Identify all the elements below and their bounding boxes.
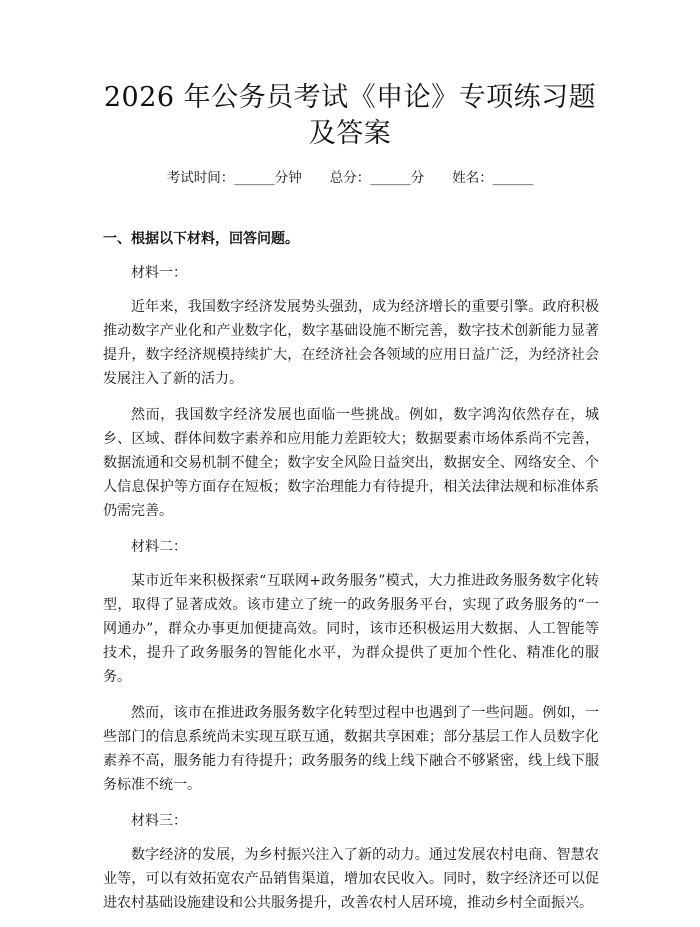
total-score-field: 总分：______分	[329, 170, 425, 186]
exam-meta-line	[0, 168, 700, 188]
material-paragraph: 近年来，我国数字经济发展势头强劲，成为经济增长的重要引擎。政府积极推动数字产业化和产业数字化，数字基础设施不断完善，数字技术创新能力显著提升，数字经济规模持续扩大，在经济社会各领域的应用日益广泛，为经济社会发展注入了新的活力。	[103, 299, 599, 387]
exam-time-field: 考试时间：______分钟	[166, 170, 302, 186]
section-heading: 一、根据以下材料，回答问题。	[103, 231, 299, 247]
material-paragraph: 某市近年来积极探索“互联网+政务服务”模式，大力推进政务服务数字化转型，取得了显著成效。该市建立了统一的政务服务平台，实现了政务服务的“一网通办”，群众办事更加便捷高效。同时，该市还积极运用大数据、人工智能等技术，提升了政务服务的智能化水平，为群众提供了更加个性化、精准化的服务。	[103, 573, 599, 685]
material-label: 材料一：	[131, 265, 187, 281]
material-paragraph: 数字经济的发展，为乡村振兴注入了新的动力。通过发展农村电商、智慧农业等，可以有效拓宽农产品销售渠道，增加农民收入。同时，数字经济还可以促进农村基础设施建设和公共服务提升，改善农村人居环境，推动乡村全面振兴。	[103, 847, 599, 911]
document-body	[103, 227, 599, 927]
material-paragraph: 然而，该市在推进政务服务数字化转型过程中也遇到了一些问题。例如，一些部门的信息系统尚未实现互联互通，数据共享困难；部分基层工作人员数字化素养不高，服务能力有待提升；政务服务的线上线下融合不够紧密，线上线下服务标准不统一。	[103, 705, 599, 793]
material-label: 材料三：	[131, 813, 187, 829]
material-paragraph: 然而，我国数字经济发展也面临一些挑战。例如，数字鸿沟依然存在，城乡、区域、群体间数字素养和应用能力差距较大；数据要素市场体系尚不完善，数据流通和交易机制不健全；数字安全风险日益突出，数据安全、网络安全、个人信息保护等方面存在短板；数字治理能力有待提升，相关法律法规和标准体系仍需完善。	[103, 407, 599, 519]
document-title: 2026 年公务员考试《申论》专项练习题及答案	[103, 82, 597, 149]
material-label: 材料二：	[131, 539, 187, 555]
name-field: 姓名：______	[452, 170, 534, 186]
